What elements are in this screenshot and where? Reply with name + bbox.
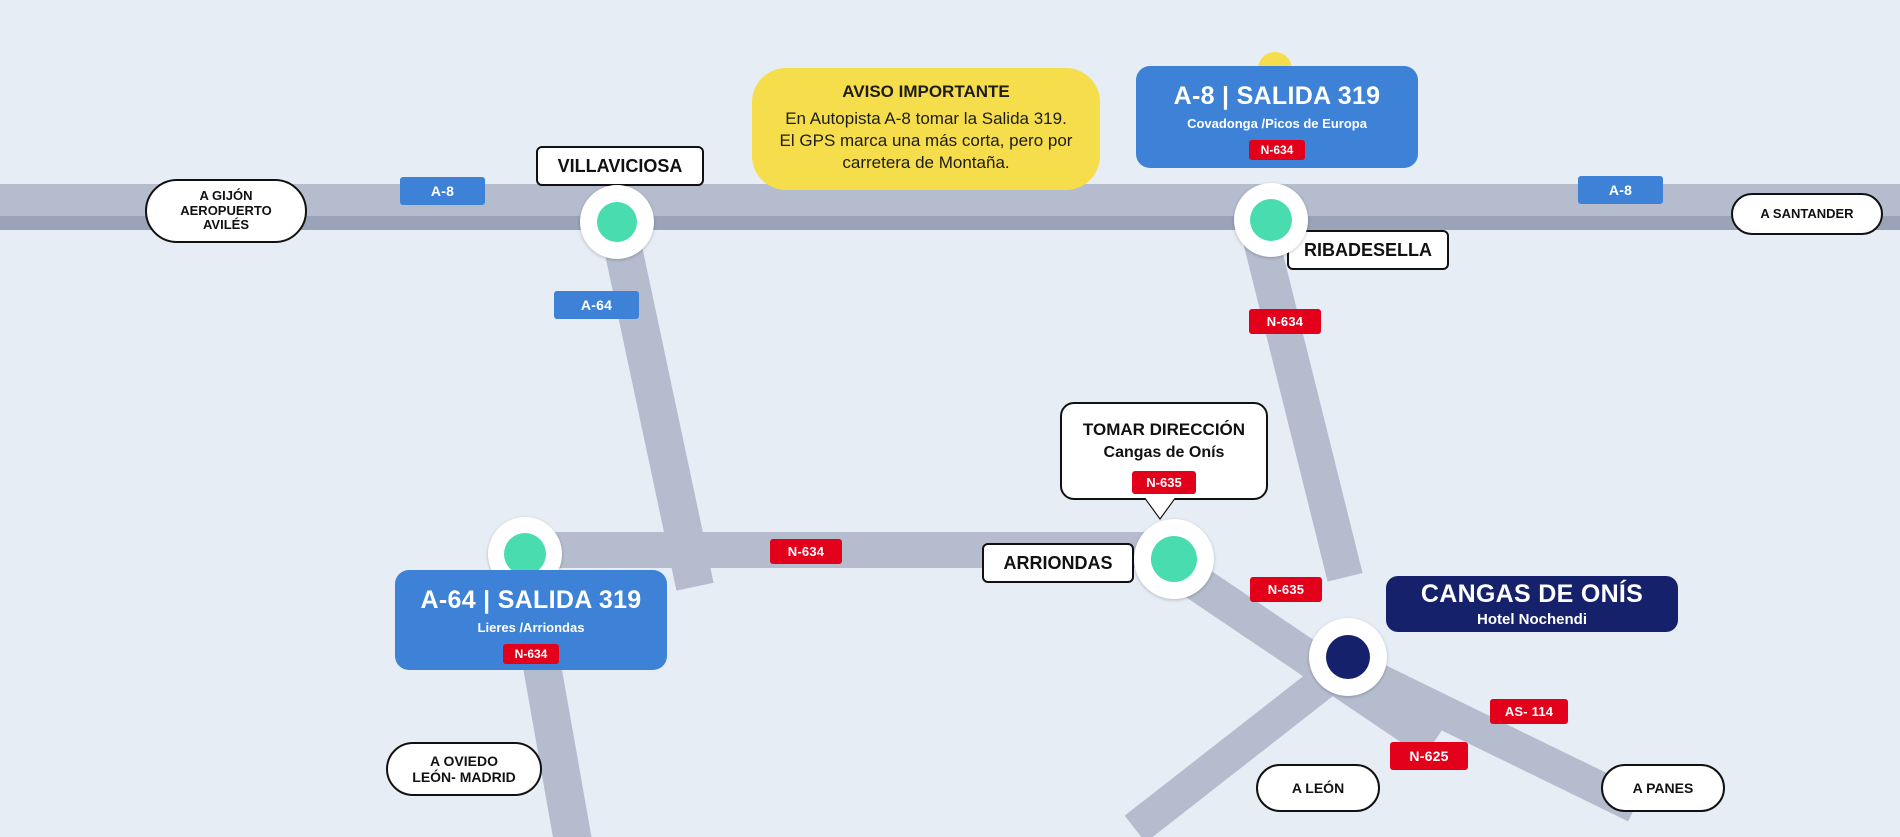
direction-bubble-cangas[interactable] [1060, 402, 1268, 500]
destination-line-1: A GIJÓN [199, 187, 253, 203]
road-shield-n635-cangas [1250, 577, 1322, 602]
road-shield-a8-west [400, 177, 485, 205]
town-label-arriondas[interactable] [982, 543, 1134, 583]
exit-card-title: A-8 | SALIDA 319 [1173, 82, 1381, 110]
road-shield-label: N-635 [1267, 582, 1305, 597]
destination-line-1: A PANES [1632, 779, 1694, 796]
town-label-ribadesella[interactable] [1287, 230, 1449, 270]
exit-card-subtitle: Lieres /Arriondas [477, 620, 585, 635]
node-dot-hotel [1326, 635, 1370, 679]
road-shield-label: AS- 114 [1504, 704, 1554, 719]
road-shield-label: N-634 [1266, 314, 1304, 329]
road-shield-a8-east [1578, 176, 1663, 204]
destination-line-3: AVILÉS [203, 217, 249, 233]
town-label-villaviciosa[interactable] [536, 146, 704, 186]
hotel-title: CANGAS DE ONÍS [1420, 580, 1644, 608]
exit-card-title: A-64 | SALIDA 319 [420, 586, 642, 614]
destination-line-1: A SANTANDER [1760, 205, 1854, 221]
notice-title: AVISO IMPORTANTE [842, 82, 1010, 101]
destination-line-2: AEROPUERTO [180, 202, 272, 218]
node-a8-exit-319[interactable] [1234, 183, 1308, 257]
node-dot [504, 533, 546, 575]
town-label-text: VILLAVICIOSA [557, 155, 683, 176]
important-notice [752, 68, 1100, 190]
hotel-subtitle: Hotel Nochendi [1476, 611, 1587, 628]
road-shield-label: A-64 [580, 297, 613, 313]
destination-oviedo[interactable] [386, 742, 542, 796]
destination-gijon[interactable] [145, 179, 307, 243]
destination-santander[interactable] [1731, 193, 1883, 235]
exit-card-subtitle: Covadonga /Picos de Europa [1187, 116, 1367, 131]
destination-line-1: A LEÓN [1291, 779, 1345, 796]
node-hotel-cangas[interactable] [1309, 618, 1387, 696]
road-shield-n634-ribadesella [1249, 309, 1321, 334]
road-shield-a64 [554, 291, 639, 319]
road-shield-label: N-634 [787, 544, 825, 559]
notice-line-1: En Autopista A-8 tomar la Salida 319. [785, 109, 1067, 128]
direction-bubble-subtitle: Cangas de Onís [1103, 444, 1225, 461]
road-shield-n625 [1390, 742, 1468, 770]
exit-card-a64-salida-319[interactable] [395, 570, 667, 670]
road-shield-n634-center [770, 539, 842, 564]
direction-bubble-road-shield: N-635 [1132, 471, 1195, 494]
bubble-tail [1144, 496, 1176, 518]
road-shield-label: N-625 [1409, 748, 1449, 764]
exit-card-road-shield: N-634 [1249, 140, 1306, 160]
road-shield-label: A-8 [1608, 182, 1633, 198]
hotel-destination-card[interactable] [1386, 576, 1678, 632]
notice-line-3: carretera de Montaña. [842, 153, 1010, 173]
node-dot [1151, 536, 1197, 582]
exit-card-road-shield: N-634 [503, 644, 560, 664]
destination-leon[interactable] [1256, 764, 1380, 812]
town-label-text: RIBADESELLA [1303, 239, 1432, 260]
direction-bubble-title: TOMAR DIRECCIÓN [1082, 420, 1246, 439]
road-shield-as114 [1490, 699, 1568, 724]
destination-line-2: LEÓN- MADRID [412, 769, 516, 785]
exit-card-a8-salida-319[interactable] [1136, 66, 1418, 168]
node-dot [597, 202, 637, 242]
node-dot [1250, 199, 1292, 241]
notice-line-2: El GPS marca una más corta, pero por [779, 131, 1073, 151]
node-villaviciosa[interactable] [580, 185, 654, 259]
town-label-text: ARRIONDAS [1003, 552, 1113, 573]
node-arriondas[interactable] [1134, 519, 1214, 599]
destination-panes[interactable] [1601, 764, 1725, 812]
destination-line-1: A OVIEDO [430, 752, 498, 769]
road-shield-label: A-8 [430, 183, 455, 199]
